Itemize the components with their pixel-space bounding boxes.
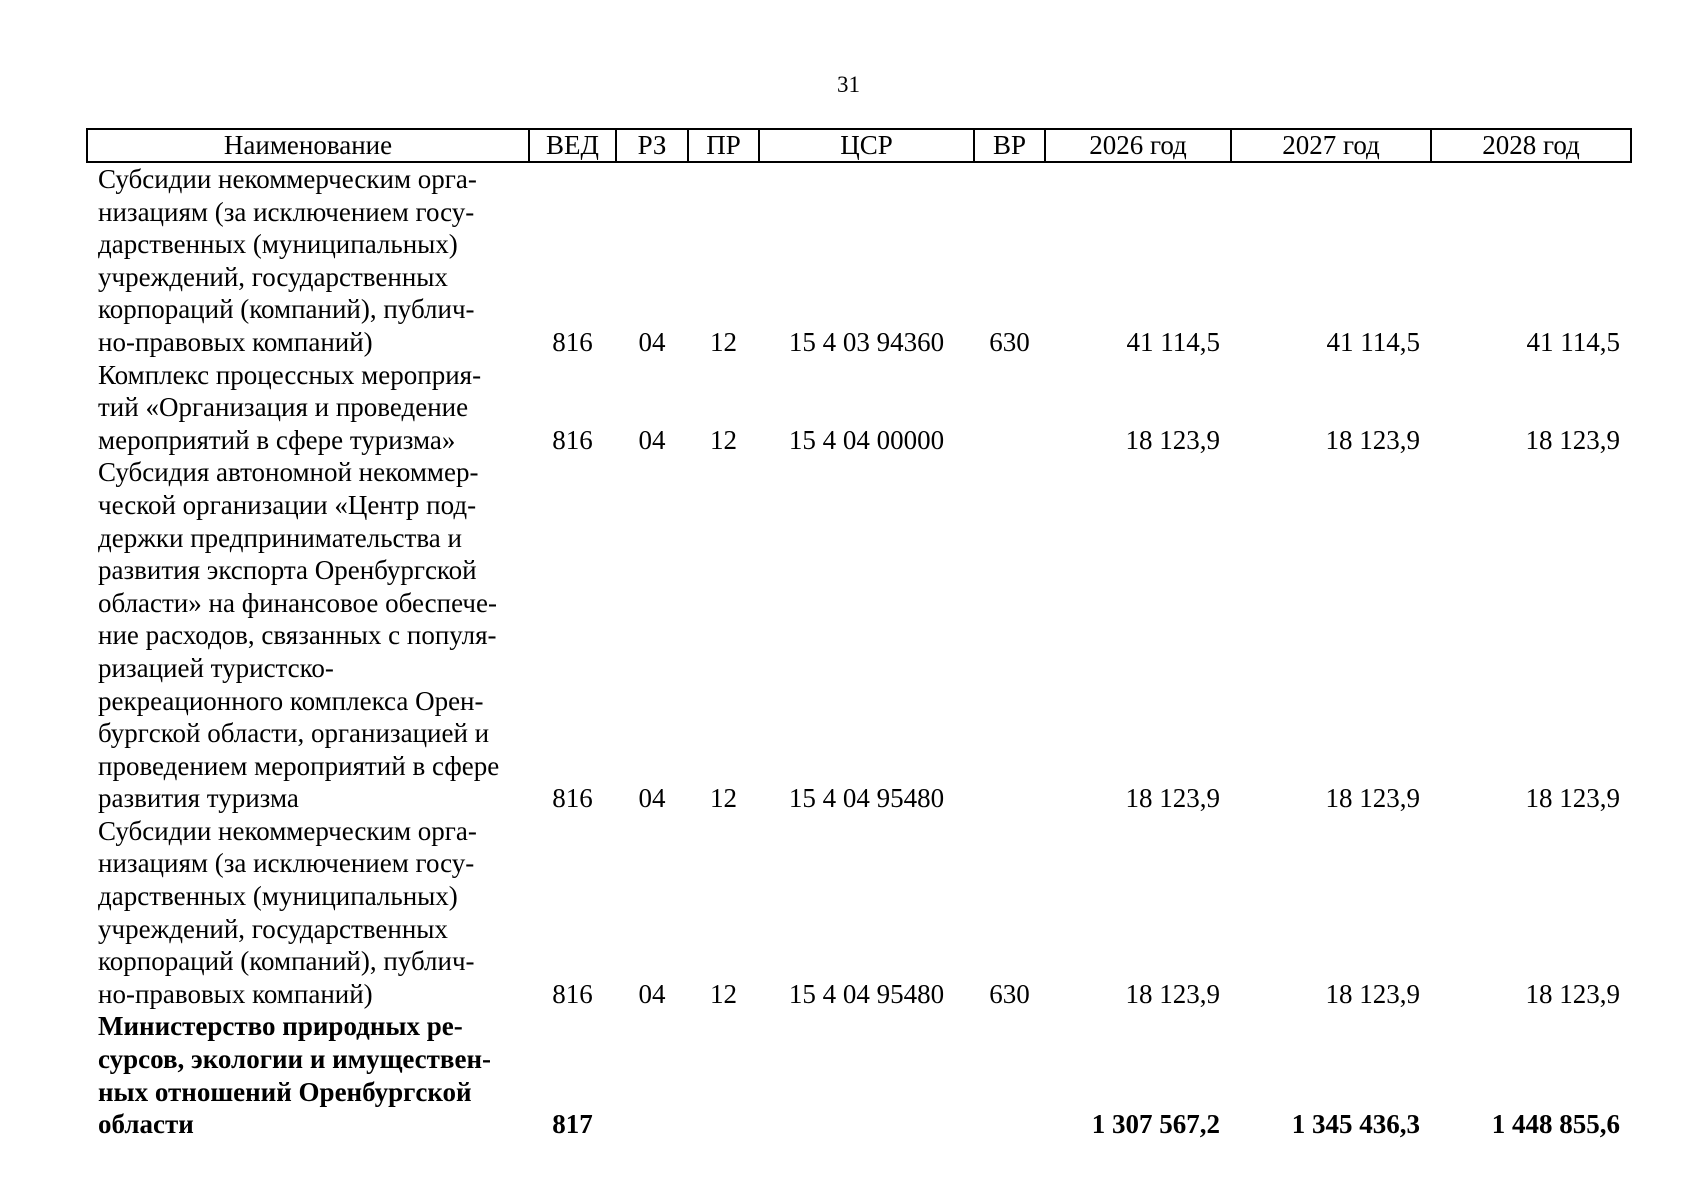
cell-name-line: Субсидия автономной некоммер- bbox=[98, 457, 479, 488]
cell-name-line: ных отношений Оренбургской bbox=[98, 1076, 472, 1107]
cell-name-line: корпораций (компаний), публич- bbox=[98, 294, 475, 325]
cell-name-line: низациям (за исключением госу- bbox=[98, 196, 475, 227]
cell-2028: 41 114,5 bbox=[1526, 326, 1620, 357]
cell-ved: 816 bbox=[552, 326, 593, 357]
cell-2028: 1 448 855,6 bbox=[1491, 1109, 1620, 1140]
cell-name-line: низациям (за исключением госу- bbox=[98, 848, 475, 879]
cell-name-line: корпораций (компаний), публич- bbox=[98, 946, 475, 977]
cell-name-line: но-правовых компаний) bbox=[98, 978, 373, 1009]
cell-ved: 816 bbox=[552, 424, 593, 455]
cell-name-line: мероприятий в сфере туризма» bbox=[98, 424, 456, 455]
table-row bbox=[87, 1010, 1631, 1140]
cell-csr bbox=[759, 1010, 974, 1140]
cell-ved: 816 bbox=[552, 978, 593, 1009]
cell-vr bbox=[974, 456, 1045, 815]
cell-name-line: рекреационного комплекса Орен- bbox=[98, 685, 484, 716]
cell-name-line: области» на финансовое обеспече- bbox=[98, 587, 497, 618]
cell-csr: 15 4 04 95480 bbox=[788, 783, 945, 814]
cell-vr bbox=[974, 1010, 1045, 1140]
cell-2028: 18 123,9 bbox=[1525, 978, 1620, 1009]
cell-ved: 817 bbox=[552, 1109, 593, 1140]
cell-name-line: учреждений, государственных bbox=[98, 261, 448, 292]
header-csr: ЦСР bbox=[759, 129, 974, 162]
cell-csr: 15 4 03 94360 bbox=[788, 326, 945, 357]
cell-2028: 18 123,9 bbox=[1525, 783, 1620, 814]
cell-2027: 41 114,5 bbox=[1326, 326, 1420, 357]
header-2026: 2026 год bbox=[1045, 129, 1231, 162]
cell-ved: 816 bbox=[552, 783, 593, 814]
cell-name-line: учреждений, государственных bbox=[98, 913, 448, 944]
cell-name bbox=[87, 359, 529, 457]
header-rz: РЗ bbox=[616, 129, 688, 162]
header-name: Наименование bbox=[87, 129, 529, 162]
cell-name-line: дарственных (муниципальных) bbox=[98, 881, 458, 912]
cell-vr: 630 bbox=[989, 978, 1030, 1009]
page-number: 31 bbox=[837, 72, 860, 97]
cell-name-line: Комплекс процессных мероприя- bbox=[98, 359, 482, 390]
cell-name-line: но-правовых компаний) bbox=[98, 326, 373, 357]
cell-name-line: сурсов, экологии и имуществен- bbox=[98, 1044, 492, 1075]
table-row bbox=[87, 162, 1631, 359]
header-vr: ВР bbox=[974, 129, 1045, 162]
cell-name-line: ние расходов, связанных с популя- bbox=[98, 620, 497, 651]
cell-rz: 04 bbox=[638, 326, 666, 357]
cell-csr: 15 4 04 00000 bbox=[788, 424, 945, 455]
cell-name-line: области bbox=[98, 1109, 194, 1140]
cell-pr: 12 bbox=[710, 326, 737, 357]
cell-name-line: бургской области, организацией и bbox=[98, 718, 490, 749]
cell-rz: 04 bbox=[638, 978, 666, 1009]
cell-2026: 41 114,5 bbox=[1126, 326, 1220, 357]
header-2028: 2028 год bbox=[1431, 129, 1631, 162]
cell-name-line: развития экспорта Оренбургской bbox=[98, 555, 477, 586]
header-2027: 2027 год bbox=[1231, 129, 1431, 162]
table-row bbox=[87, 359, 1631, 457]
table-body bbox=[87, 162, 1631, 1141]
cell-name-line: держки предпринимательства и bbox=[98, 522, 462, 553]
cell-2027: 18 123,9 bbox=[1325, 978, 1420, 1009]
cell-vr: 630 bbox=[989, 326, 1030, 357]
cell-rz bbox=[616, 1010, 688, 1140]
budget-table bbox=[86, 128, 1632, 1141]
cell-name-line: ческой организации «Центр под- bbox=[98, 489, 477, 520]
cell-pr bbox=[688, 1010, 759, 1140]
cell-2027: 18 123,9 bbox=[1325, 424, 1420, 455]
cell-name bbox=[87, 162, 529, 359]
cell-csr: 15 4 04 95480 bbox=[788, 978, 945, 1009]
cell-name-line: Министерство природных ре- bbox=[98, 1011, 463, 1042]
cell-2027: 1 345 436,3 bbox=[1291, 1109, 1420, 1140]
table-row bbox=[87, 456, 1631, 815]
cell-name-line: Субсидии некоммерческим орга- bbox=[98, 815, 477, 846]
cell-rz: 04 bbox=[638, 783, 666, 814]
cell-2026: 1 307 567,2 bbox=[1091, 1109, 1220, 1140]
table-header-row bbox=[87, 129, 1631, 162]
header-ved: ВЕД bbox=[529, 129, 616, 162]
cell-name bbox=[87, 815, 529, 1011]
cell-name bbox=[87, 456, 529, 815]
cell-pr: 12 bbox=[710, 424, 737, 455]
cell-pr: 12 bbox=[710, 978, 737, 1009]
cell-2026: 18 123,9 bbox=[1125, 424, 1220, 455]
cell-name-line: ризацией туристско- bbox=[98, 652, 334, 683]
cell-name-line: дарственных (муниципальных) bbox=[98, 229, 458, 260]
cell-2026: 18 123,9 bbox=[1125, 783, 1220, 814]
cell-rz: 04 bbox=[638, 424, 666, 455]
cell-name bbox=[87, 1010, 529, 1140]
cell-name-line: проведением мероприятий в сфере bbox=[98, 750, 500, 781]
table-row bbox=[87, 815, 1631, 1011]
cell-2027: 18 123,9 bbox=[1325, 783, 1420, 814]
cell-vr bbox=[974, 359, 1045, 457]
cell-name-line: тий «Организация и проведение bbox=[98, 392, 469, 423]
cell-2026: 18 123,9 bbox=[1125, 978, 1220, 1009]
cell-name-line: Субсидии некоммерческим орга- bbox=[98, 164, 477, 194]
cell-pr: 12 bbox=[710, 783, 737, 814]
cell-name-line: развития туризма bbox=[98, 783, 299, 814]
cell-2028: 18 123,9 bbox=[1525, 424, 1620, 455]
header-pr: ПР bbox=[688, 129, 759, 162]
